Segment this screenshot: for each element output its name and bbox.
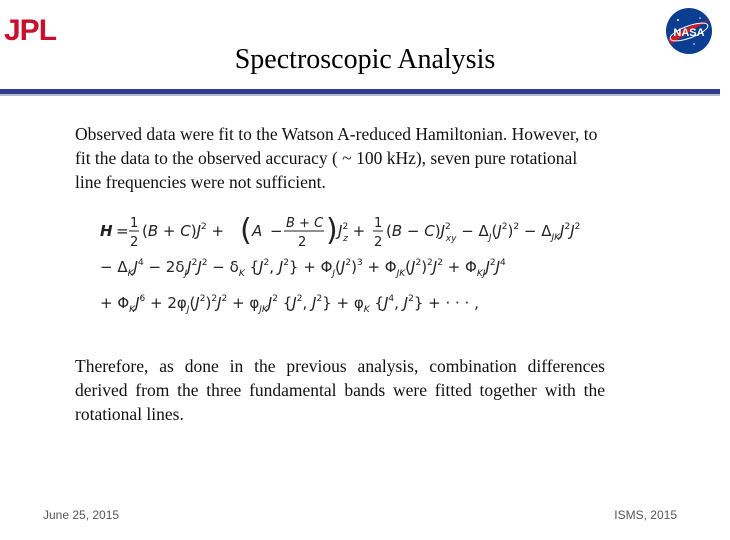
svg-text:−: − (270, 222, 283, 240)
footer-event: ISMS, 2015 (614, 508, 677, 522)
svg-text:J2z +: $J^2$ z + (338, 222, 366, 244)
svg-text:(: ( (240, 213, 252, 248)
slide-title: Spectroscopic Analysis (234, 44, 496, 75)
svg-text:=: = (116, 222, 129, 240)
svg-text:(B − C)J2xy − ΔJ(J2)2 − ΔJKJ2J: $(B - C)J^2$ xy − $\Delta_J(J^2)^2 - \Delta_{JK}J^2J^2$ (386, 222, 581, 244)
intro-paragraph: Observed data were fit to the Watson A-reduced Hamiltonian. However, to fit the data to the observed accuracy ( ~ 100 kHz), seven pure rotational line frequencies were not sufficient. (75, 124, 598, 192)
jpl-logo: JPL (4, 14, 57, 47)
svg-text:(B + C)J2 +: $(B + C)J^2$ + (142, 222, 225, 240)
watson-hamiltonian-equation (100, 208, 581, 328)
svg-text:1: 1 (374, 216, 383, 231)
svg-text:− ΔKJ4 − 2δJJ2J2 − δK {J2, J2}: − $\Delta_KJ^4 - 2\delta_JJ^2J^2 - \delta_K$ {$J^2$, $J^2\} + \Phi_J(J^2)^3 + \Phi_{JK}(J^2)^2J^2 + \Phi_{KJ}J^2J^4$ (100, 258, 506, 279)
svg-text:A: A (252, 222, 263, 240)
svg-text:2: 2 (130, 235, 139, 250)
svg-text:H: H (100, 222, 113, 240)
conclusion-paragraph: Therefore, as done in the previous analysis, combination differences derived from the three fundamental bands were fitted together with the rotational lines. (75, 356, 605, 424)
svg-text:B + C: B + C (286, 216, 324, 231)
header-rule-shadow (0, 94, 720, 96)
svg-text:NASA: NASA (673, 27, 705, 39)
svg-text:2: 2 (374, 235, 383, 250)
footer-date: June 25, 2015 (43, 508, 120, 522)
svg-text:1: 1 (130, 216, 139, 231)
svg-text:): ) (326, 213, 338, 248)
svg-text:+ ΦKJ6 + 2φJ(J2)2J2 + φJKJ2 {J: + $\Phi_KJ^6 + 2\varphi_J(J^2)^2J^2 + \varphi_{JK}J^2$ {$J^2$, $J^2\} + \varphi_K$ {$J^4$, $J^2$} + · · · , (100, 294, 479, 315)
svg-text:2: 2 (298, 235, 307, 250)
